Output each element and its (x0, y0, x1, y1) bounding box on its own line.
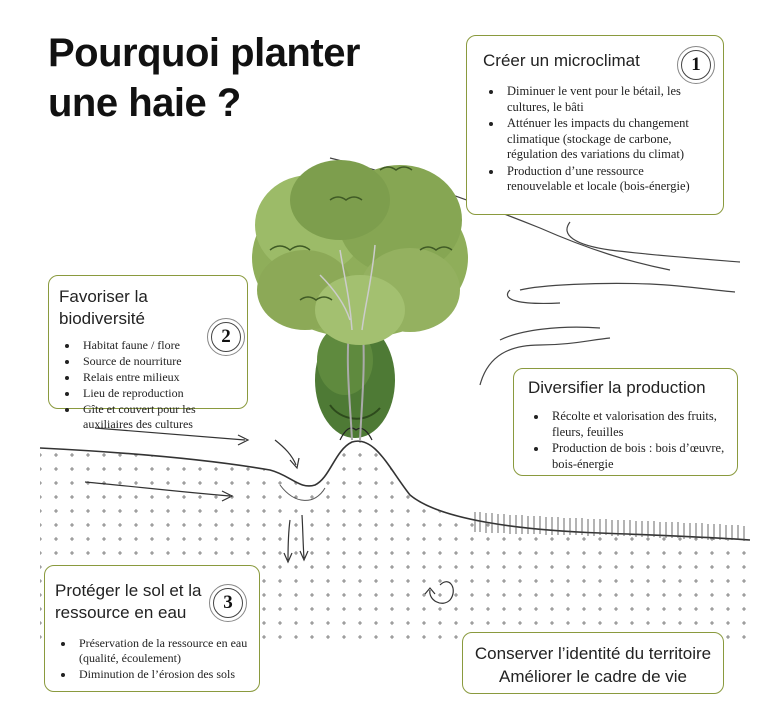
page-title (48, 28, 360, 128)
microclimat-heading: Créer un microclimat (483, 51, 640, 70)
number-badge-3: 3 (213, 588, 243, 618)
number-badge-1: 1 (681, 50, 711, 80)
title-line-1: Pourquoi planter (48, 31, 360, 75)
list-item: • Diminuer le vent pour le bétail, les cultures, le bâti (503, 84, 709, 115)
territoire-line-1: Conserver l’identité du territoire (474, 644, 712, 663)
production-box (513, 368, 738, 476)
list-item: • Lieu de reproduction (79, 386, 237, 401)
list-item: • Habitat faune / flore (79, 338, 237, 353)
biodiversite-heading: Favoriser la biodiversité (59, 287, 148, 328)
list-item: • Gîte et couvert pour les auxiliaires des cultures (79, 402, 237, 432)
title-line-2: une haie ? (48, 81, 241, 125)
list-item: • Récolte et valorisation des fruits, fleurs, feuilles (548, 409, 725, 440)
tree-canopy (252, 160, 468, 345)
list-item: • Production de bois : bois d’œuvre, bois-énergie (548, 441, 725, 472)
production-heading: Diversifier la production (528, 378, 706, 397)
sol-list (55, 636, 249, 682)
list-item: • Source de nourriture (79, 354, 237, 369)
biodiversite-box (48, 275, 248, 431)
list-item: • Préservation de la ressource en eau (qualité, écoulement) (75, 636, 249, 666)
number-badge-2: 2 (211, 322, 241, 352)
biodiversite-list (59, 338, 237, 432)
territoire-box (462, 632, 724, 694)
list-item: • Relais entre milieux (79, 370, 237, 385)
list-item: • Diminution de l’érosion des sols (75, 667, 249, 682)
sol-box (44, 565, 260, 692)
territoire-line-2: Améliorer le cadre de vie (498, 667, 688, 686)
list-item: • Atténuer les impacts du changement climatique (stockage de carbone, régulation des variations du climat) (503, 116, 709, 163)
production-list (528, 409, 725, 472)
sol-heading: Protéger le sol et la ressource en eau (55, 581, 202, 622)
list-item: • Production d’une ressource renouvelable et locale (bois-énergie) (503, 164, 709, 195)
microclimat-box (466, 35, 724, 215)
microclimat-list (483, 84, 709, 195)
